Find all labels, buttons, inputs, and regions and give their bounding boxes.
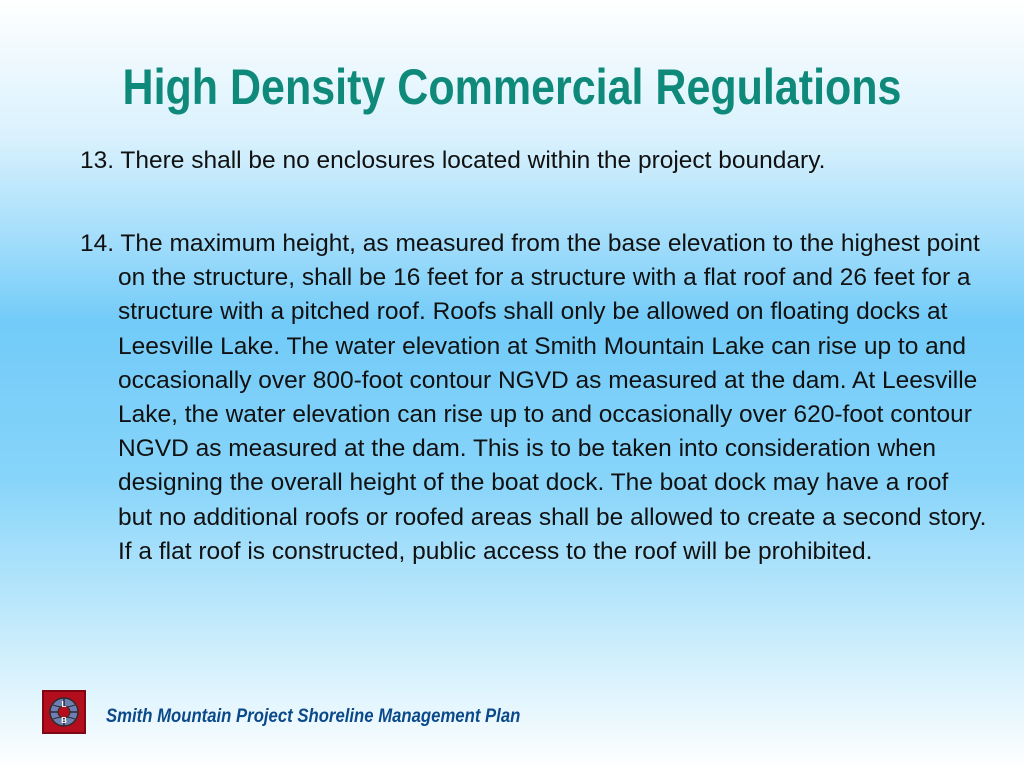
logo-letter-b: B xyxy=(61,716,67,725)
slide-title: High Density Commercial Regulations xyxy=(122,59,902,115)
regulation-item-13: 13. There shall be no enclosures located within the project boundary. xyxy=(80,147,826,174)
company-logo-icon xyxy=(42,690,86,734)
logo-letter-l: L xyxy=(61,700,67,709)
regulation-item-14: 14. The maximum height, as measured from the base elevation to the highest point on the structure, shall be 16 feet for a structure with a flat roof and 26 feet for a structure with a pitched roof. Roofs shall only be allowed on floating docks at Leesville Lake. The water elevation at Smith Mountain Lake can rise up to and occasionally over 800-foot contour NGVD as measured at the dam. At Leesville Lake, the water elevation can rise up to and occasionally over 620-foot contour NGVD as measured at the dam. This is to be taken into consideration when designing the overall height of the boat dock. The boat dock may have a roof but no additional roofs or roofed areas shall be allowed to create a second story. If a flat roof is constructed, public access to the roof will be prohibited. xyxy=(80,230,987,565)
footer-caption: Smith Mountain Project Shoreline Management Plan xyxy=(106,706,521,727)
logo-graphic xyxy=(44,692,84,732)
